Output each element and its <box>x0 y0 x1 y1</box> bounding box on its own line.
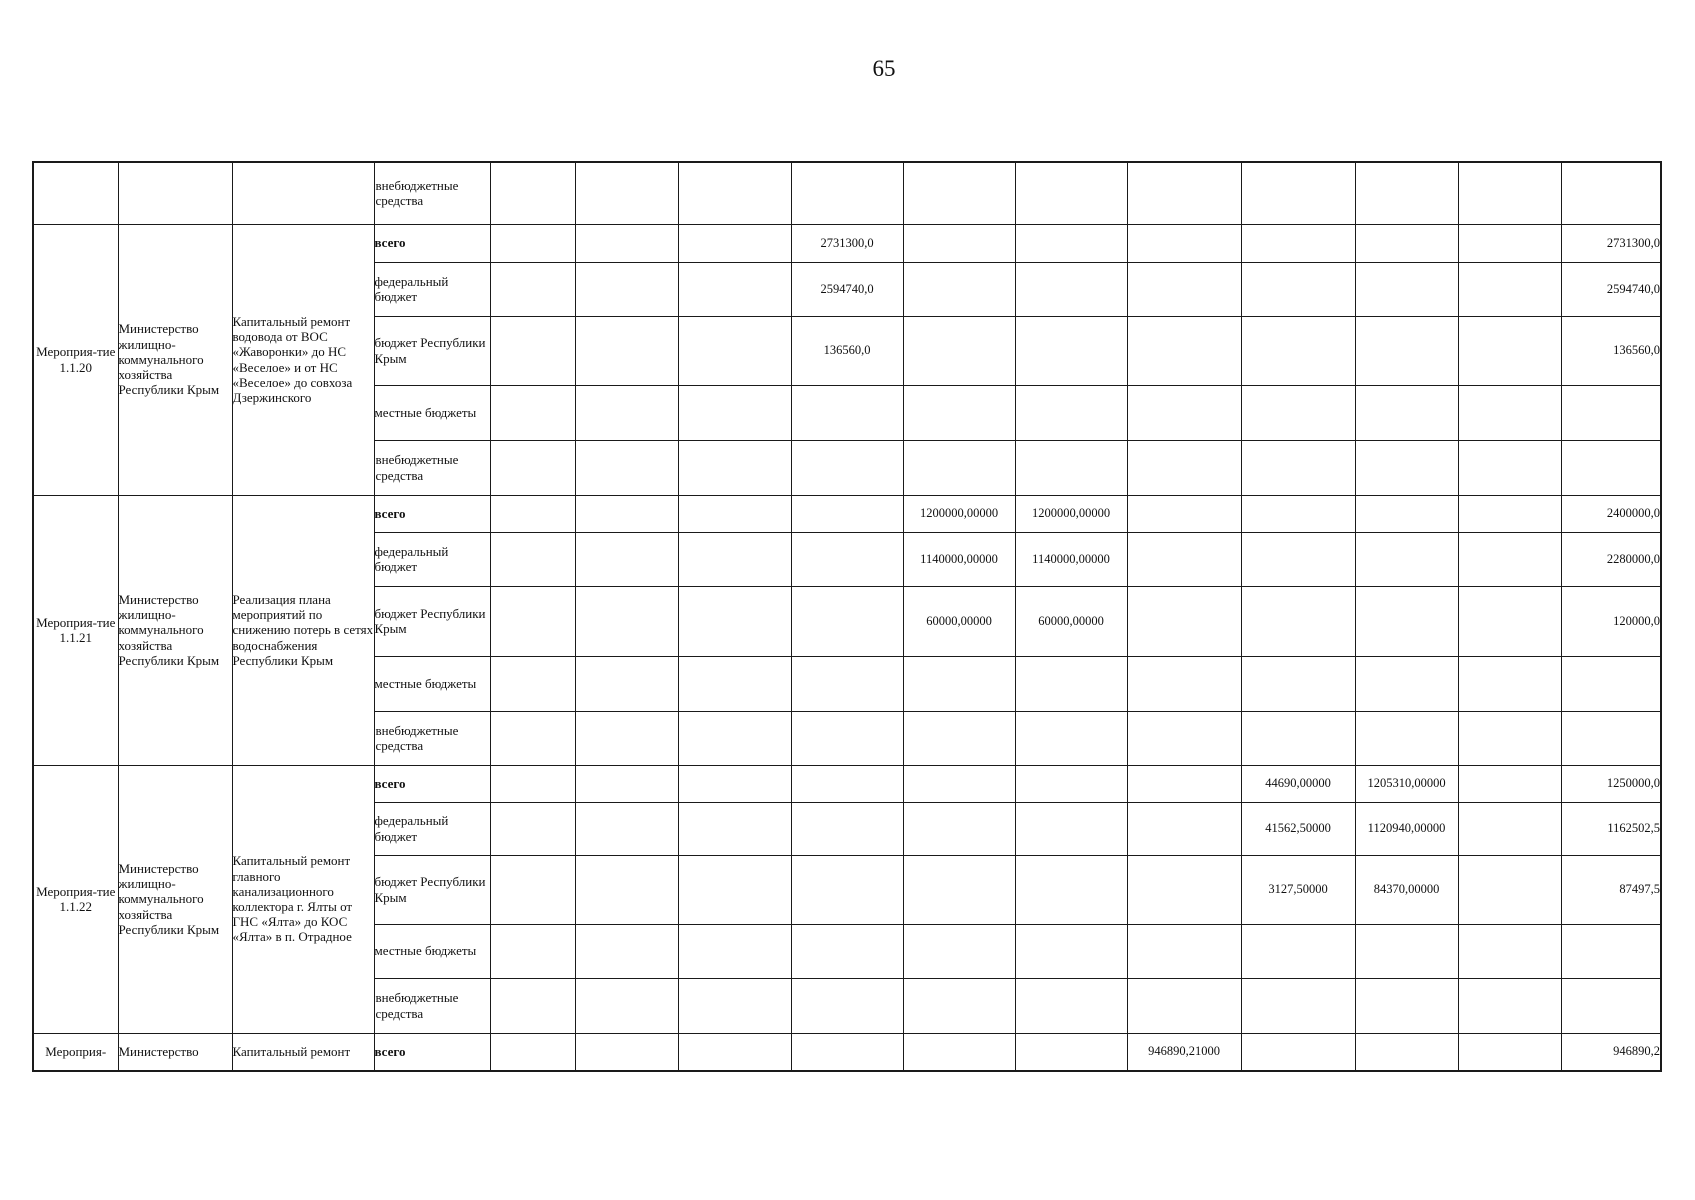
activity-title-cell <box>232 162 374 224</box>
year-value-cell <box>575 656 678 711</box>
year-value-cell <box>1127 385 1241 440</box>
year-value-cell <box>1015 924 1127 978</box>
year-value-cell <box>490 262 575 316</box>
year-value-cell <box>1015 855 1127 924</box>
funding-source-cell: внебюджетные средства <box>374 978 490 1033</box>
funding-source-cell: местные бюджеты <box>374 656 490 711</box>
year-value-cell <box>490 224 575 262</box>
year-value-cell <box>678 855 791 924</box>
year-value-cell <box>1458 586 1561 656</box>
year-value-cell <box>1355 924 1458 978</box>
year-value-cell <box>678 656 791 711</box>
year-value-cell <box>575 316 678 385</box>
year-value-cell <box>575 711 678 765</box>
total-cell <box>1561 440 1661 495</box>
table-row <box>33 1033 1661 1071</box>
year-value-cell <box>1458 224 1561 262</box>
year-value-cell <box>490 978 575 1033</box>
year-value-cell <box>490 711 575 765</box>
total-cell: 2731300,0 <box>1561 224 1661 262</box>
year-value-cell <box>1458 978 1561 1033</box>
year-value-cell <box>1241 586 1355 656</box>
year-value-cell <box>575 162 678 224</box>
year-value-cell <box>678 765 791 802</box>
year-value-cell <box>1127 262 1241 316</box>
total-cell: 1162502,5 <box>1561 802 1661 855</box>
year-value-cell <box>1355 978 1458 1033</box>
table-row <box>33 224 1661 262</box>
year-value-cell <box>1127 532 1241 586</box>
total-cell <box>1561 162 1661 224</box>
year-value-cell <box>903 162 1015 224</box>
year-value-cell: 2594740,0 <box>791 262 903 316</box>
year-value-cell <box>490 656 575 711</box>
year-value-cell <box>791 586 903 656</box>
year-value-cell <box>791 1033 903 1071</box>
year-value-cell <box>490 495 575 532</box>
funding-source-cell: всего <box>374 224 490 262</box>
year-value-cell <box>575 495 678 532</box>
table-row <box>33 162 1661 224</box>
year-value-cell <box>1241 495 1355 532</box>
activity-title-cell: Капитальный ремонт <box>232 1033 374 1071</box>
year-value-cell <box>678 978 791 1033</box>
table-row <box>33 495 1661 532</box>
total-cell: 87497,5 <box>1561 855 1661 924</box>
year-value-cell <box>490 162 575 224</box>
year-value-cell <box>1458 855 1561 924</box>
funding-source-cell: всего <box>374 765 490 802</box>
funding-source-cell: всего <box>374 495 490 532</box>
total-cell: 2594740,0 <box>1561 262 1661 316</box>
executor-cell: Министерство жилищно-коммунального хозяйства Республики Крым <box>118 765 232 1033</box>
year-value-cell <box>1127 440 1241 495</box>
year-value-cell <box>791 765 903 802</box>
year-value-cell <box>903 855 1015 924</box>
activity-title-cell: Капитальный ремонт водовода от ВОС «Жаворонки» до НС «Веселое» и от НС «Веселое» до совхоза Дзержинского <box>232 224 374 495</box>
activity-id-cell: Мероприя-тие 1.1.21 <box>33 495 118 765</box>
funding-source-cell: бюджет Республики Крым <box>374 586 490 656</box>
funding-source-cell: внебюджетные средства <box>374 162 490 224</box>
year-value-cell <box>791 711 903 765</box>
total-cell: 1250000,0 <box>1561 765 1661 802</box>
year-value-cell <box>1015 802 1127 855</box>
year-value-cell <box>1127 656 1241 711</box>
executor-cell: Министерство <box>118 1033 232 1071</box>
year-value-cell <box>903 802 1015 855</box>
year-value-cell <box>1127 586 1241 656</box>
year-value-cell <box>1127 978 1241 1033</box>
year-value-cell: 1205310,00000 <box>1355 765 1458 802</box>
year-value-cell: 1200000,00000 <box>1015 495 1127 532</box>
year-value-cell <box>678 224 791 262</box>
year-value-cell <box>1127 802 1241 855</box>
year-value-cell <box>1241 224 1355 262</box>
year-value-cell <box>678 586 791 656</box>
year-value-cell <box>490 316 575 385</box>
year-value-cell <box>1015 978 1127 1033</box>
year-value-cell: 60000,00000 <box>903 586 1015 656</box>
year-value-cell <box>678 162 791 224</box>
page-number: 65 <box>872 56 896 81</box>
year-value-cell: 84370,00000 <box>1355 855 1458 924</box>
year-value-cell <box>903 924 1015 978</box>
year-value-cell <box>1355 262 1458 316</box>
year-value-cell <box>1458 385 1561 440</box>
year-value-cell <box>1241 440 1355 495</box>
year-value-cell <box>1241 924 1355 978</box>
year-value-cell: 946890,21000 <box>1127 1033 1241 1071</box>
year-value-cell <box>1355 711 1458 765</box>
funding-source-cell: федеральный бюджет <box>374 532 490 586</box>
year-value-cell <box>575 440 678 495</box>
year-value-cell <box>1241 262 1355 316</box>
year-value-cell <box>1241 1033 1355 1071</box>
year-value-cell <box>1127 495 1241 532</box>
year-value-cell <box>903 385 1015 440</box>
funding-source-cell: всего <box>374 1033 490 1071</box>
year-value-cell <box>678 440 791 495</box>
year-value-cell <box>1458 924 1561 978</box>
year-value-cell <box>575 924 678 978</box>
year-value-cell <box>678 924 791 978</box>
funding-source-cell: федеральный бюджет <box>374 802 490 855</box>
year-value-cell <box>678 495 791 532</box>
funding-source-cell: бюджет Республики Крым <box>374 855 490 924</box>
year-value-cell <box>1015 316 1127 385</box>
year-value-cell <box>903 711 1015 765</box>
year-value-cell <box>678 532 791 586</box>
year-value-cell <box>1015 224 1127 262</box>
year-value-cell: 2731300,0 <box>791 224 903 262</box>
year-value-cell <box>1015 440 1127 495</box>
year-value-cell <box>1241 385 1355 440</box>
year-value-cell <box>1127 924 1241 978</box>
year-value-cell <box>903 440 1015 495</box>
year-value-cell <box>1015 1033 1127 1071</box>
year-value-cell <box>490 924 575 978</box>
total-cell: 2280000,0 <box>1561 532 1661 586</box>
year-value-cell <box>1355 224 1458 262</box>
year-value-cell <box>903 316 1015 385</box>
year-value-cell <box>1355 162 1458 224</box>
year-value-cell <box>903 262 1015 316</box>
year-value-cell: 1120940,00000 <box>1355 802 1458 855</box>
year-value-cell <box>575 1033 678 1071</box>
year-value-cell <box>678 711 791 765</box>
total-cell: 946890,2 <box>1561 1033 1661 1071</box>
total-cell <box>1561 711 1661 765</box>
year-value-cell <box>490 802 575 855</box>
year-value-cell <box>1458 1033 1561 1071</box>
year-value-cell: 1140000,00000 <box>1015 532 1127 586</box>
year-value-cell: 60000,00000 <box>1015 586 1127 656</box>
activity-title-cell: Реализация плана мероприятий по снижению потерь в сетях водоснабжения Республики Крым <box>232 495 374 765</box>
year-value-cell <box>1127 855 1241 924</box>
year-value-cell <box>1458 316 1561 385</box>
year-value-cell: 1140000,00000 <box>903 532 1015 586</box>
year-value-cell <box>575 586 678 656</box>
year-value-cell <box>575 765 678 802</box>
year-value-cell <box>1355 532 1458 586</box>
year-value-cell <box>1355 1033 1458 1071</box>
funding-source-cell: бюджет Республики Крым <box>374 316 490 385</box>
year-value-cell <box>791 385 903 440</box>
year-value-cell: 44690,00000 <box>1241 765 1355 802</box>
funding-source-cell: внебюджетные средства <box>374 711 490 765</box>
year-value-cell <box>575 262 678 316</box>
year-value-cell <box>575 532 678 586</box>
year-value-cell <box>678 1033 791 1071</box>
year-value-cell <box>678 316 791 385</box>
activity-id-cell: Мероприя- <box>33 1033 118 1071</box>
year-value-cell <box>1015 711 1127 765</box>
executor-cell: Министерство жилищно-коммунального хозяйства Республики Крым <box>118 495 232 765</box>
year-value-cell: 136560,0 <box>791 316 903 385</box>
year-value-cell <box>1015 162 1127 224</box>
year-value-cell <box>1355 586 1458 656</box>
funding-table-body <box>33 162 1661 1071</box>
year-value-cell <box>1458 656 1561 711</box>
year-value-cell <box>791 440 903 495</box>
year-value-cell <box>1355 316 1458 385</box>
year-value-cell <box>903 224 1015 262</box>
year-value-cell <box>1458 711 1561 765</box>
year-value-cell <box>678 262 791 316</box>
activity-title-cell: Капитальный ремонт главного канализационного коллектора г. Ялты от ГНС «Ялта» до КОС «Ялта» в п. Отрадное <box>232 765 374 1033</box>
year-value-cell <box>575 802 678 855</box>
year-value-cell <box>575 224 678 262</box>
year-value-cell <box>1355 495 1458 532</box>
year-value-cell <box>791 924 903 978</box>
year-value-cell <box>1127 224 1241 262</box>
year-value-cell <box>903 1033 1015 1071</box>
year-value-cell <box>490 586 575 656</box>
year-value-cell <box>791 855 903 924</box>
year-value-cell <box>1458 802 1561 855</box>
year-value-cell <box>1127 162 1241 224</box>
year-value-cell: 3127,50000 <box>1241 855 1355 924</box>
year-value-cell <box>1127 711 1241 765</box>
year-value-cell <box>1458 162 1561 224</box>
executor-cell <box>118 162 232 224</box>
executor-cell: Министерство жилищно-коммунального хозяйства Республики Крым <box>118 224 232 495</box>
year-value-cell <box>1458 765 1561 802</box>
year-value-cell <box>903 978 1015 1033</box>
year-value-cell <box>1458 440 1561 495</box>
year-value-cell <box>1241 532 1355 586</box>
year-value-cell <box>903 656 1015 711</box>
year-value-cell <box>1458 532 1561 586</box>
year-value-cell <box>490 1033 575 1071</box>
year-value-cell <box>1241 978 1355 1033</box>
total-cell: 120000,0 <box>1561 586 1661 656</box>
year-value-cell <box>490 385 575 440</box>
year-value-cell <box>791 495 903 532</box>
year-value-cell <box>490 532 575 586</box>
activity-id-cell: Мероприя-тие 1.1.22 <box>33 765 118 1033</box>
total-cell <box>1561 385 1661 440</box>
year-value-cell <box>575 385 678 440</box>
year-value-cell <box>490 855 575 924</box>
funding-source-cell: внебюджетные средства <box>374 440 490 495</box>
year-value-cell <box>791 532 903 586</box>
total-cell <box>1561 656 1661 711</box>
year-value-cell <box>490 765 575 802</box>
total-cell <box>1561 924 1661 978</box>
year-value-cell <box>1015 765 1127 802</box>
activity-id-cell: Мероприя-тие 1.1.20 <box>33 224 118 495</box>
year-value-cell <box>1241 711 1355 765</box>
year-value-cell <box>791 978 903 1033</box>
year-value-cell <box>791 656 903 711</box>
year-value-cell <box>1015 656 1127 711</box>
year-value-cell <box>1355 440 1458 495</box>
year-value-cell <box>903 765 1015 802</box>
total-cell <box>1561 978 1661 1033</box>
table-row <box>33 765 1661 802</box>
funding-source-cell: местные бюджеты <box>374 924 490 978</box>
funding-source-cell: федеральный бюджет <box>374 262 490 316</box>
year-value-cell <box>490 440 575 495</box>
year-value-cell <box>1355 385 1458 440</box>
funding-table <box>32 161 1662 1072</box>
year-value-cell <box>1127 316 1241 385</box>
year-value-cell <box>1127 765 1241 802</box>
year-value-cell <box>1015 262 1127 316</box>
total-cell: 136560,0 <box>1561 316 1661 385</box>
year-value-cell <box>1241 162 1355 224</box>
year-value-cell <box>791 162 903 224</box>
year-value-cell: 1200000,00000 <box>903 495 1015 532</box>
year-value-cell: 41562,50000 <box>1241 802 1355 855</box>
funding-source-cell: местные бюджеты <box>374 385 490 440</box>
year-value-cell <box>575 978 678 1033</box>
year-value-cell <box>1355 656 1458 711</box>
year-value-cell <box>1241 656 1355 711</box>
year-value-cell <box>1241 316 1355 385</box>
year-value-cell <box>678 385 791 440</box>
activity-id-cell <box>33 162 118 224</box>
year-value-cell <box>791 802 903 855</box>
year-value-cell <box>575 855 678 924</box>
year-value-cell <box>1458 262 1561 316</box>
year-value-cell <box>678 802 791 855</box>
year-value-cell <box>1015 385 1127 440</box>
total-cell: 2400000,0 <box>1561 495 1661 532</box>
year-value-cell <box>1458 495 1561 532</box>
